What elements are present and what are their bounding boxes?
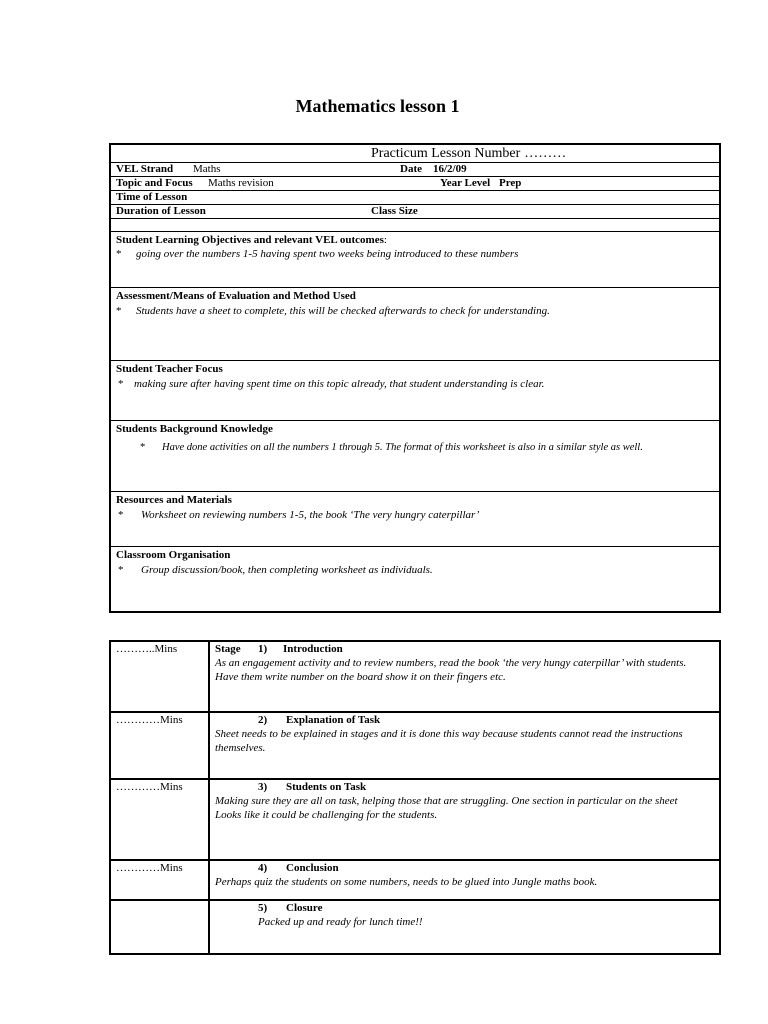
bullet-marker: * <box>116 248 122 260</box>
section-classroom-organisation <box>111 546 719 611</box>
time-of-lesson-row <box>111 190 719 204</box>
duration-row <box>111 204 719 218</box>
stage-text-line: As an engagement activity and to review numbers, read the book ‘the very hungy caterpillar’ with students. <box>215 657 687 669</box>
stage-heading <box>215 642 719 656</box>
section-bullet-line <box>116 563 719 577</box>
lesson-overview-table <box>109 143 721 613</box>
stage-title: Explanation of Task <box>286 714 381 726</box>
section-bullet-line <box>116 304 719 318</box>
bullet-marker: * <box>118 509 124 521</box>
topic-row <box>111 176 719 190</box>
section-heading: Student Teacher Focus <box>116 363 223 375</box>
stage-number: 2) <box>258 714 268 726</box>
section-bullet-text: making sure after having spent time on this topic already, that student understanding is clear. <box>134 378 545 390</box>
practicum-label: Practicum Lesson Number <box>371 146 521 161</box>
stage-text-line: Have them write number on the board show it on their fingers etc. <box>215 671 506 683</box>
vel-strand-label: VEL Strand <box>116 163 174 175</box>
bullet-marker: * <box>116 305 122 317</box>
section-heading-colon: : <box>383 234 387 246</box>
section-bullet-line <box>116 441 719 455</box>
stage-description-cell <box>210 642 719 711</box>
practicum-number-blank: ……… <box>524 146 567 161</box>
stage-number: 3) <box>258 781 268 793</box>
section-heading <box>116 233 719 247</box>
stage-number: 1) <box>258 643 268 655</box>
stage-text-line: Packed up and ready for lunch time!! <box>258 916 423 928</box>
stage-minutes: …………Mins <box>111 713 210 778</box>
stage-heading <box>215 861 719 875</box>
topic-label: Topic and Focus <box>116 177 193 189</box>
section-bullet-text: Group discussion/book, then completing worksheet as individuals. <box>141 564 433 576</box>
stage-row-students-on-task <box>111 780 719 861</box>
section-bullet-text: Students have a sheet to complete, this will be checked afterwards to check for understanding. <box>136 305 550 317</box>
bullet-marker: * <box>140 442 146 453</box>
vel-strand-value: Maths <box>193 163 221 175</box>
section-teacher-focus <box>111 360 719 420</box>
stage-title: Students on Task <box>286 781 367 793</box>
stage-title: Introduction <box>283 643 343 655</box>
duration-label: Duration of Lesson <box>116 205 206 217</box>
stage-text-line: Sheet needs to be explained in stages and it is done this way because students cannot read the instructions <box>215 728 683 740</box>
section-bullet-line <box>116 247 719 261</box>
stage-row-introduction <box>111 642 719 713</box>
section-bullet-text: Have done activities on all the numbers 1 through 5. The format of this worksheet is also in a similar style as well. <box>162 442 643 453</box>
year-level-value: Prep <box>499 177 522 189</box>
stage-heading <box>215 901 719 915</box>
stage-text-line: Perhaps quiz the students on some numbers, needs to be glued into Jungle maths book. <box>215 876 598 888</box>
section-assessment <box>111 287 719 360</box>
stage-text-line: Looks like it could be challenging for the students. <box>215 809 438 821</box>
stage-text-line: themselves. <box>215 742 266 754</box>
section-heading: Students Background Knowledge <box>116 423 273 435</box>
stage-heading <box>215 780 719 794</box>
stage-number: 4) <box>258 862 268 874</box>
class-size-label: Class Size <box>371 205 418 217</box>
stage-minutes: …………Mins <box>111 861 210 899</box>
stage-row-explanation <box>111 713 719 780</box>
stage-label: Stage <box>215 643 241 655</box>
date-label: Date <box>400 163 422 175</box>
section-heading: Assessment/Means of Evaluation and Method Used <box>116 290 356 302</box>
practicum-lesson-number <box>371 145 566 162</box>
section-bullet-text: going over the numbers 1-5 having spent two weeks being introduced to these numbers <box>136 248 519 260</box>
vel-strand-row <box>111 162 719 176</box>
stage-row-conclusion <box>111 861 719 901</box>
lesson-stages-table <box>109 640 721 955</box>
practicum-row <box>111 145 719 162</box>
document-title: Mathematics lesson 1 <box>295 96 460 116</box>
stage-description-cell <box>210 901 719 953</box>
section-background-knowledge <box>111 420 719 491</box>
section-bullet-line <box>116 377 719 391</box>
stage-description-cell <box>210 713 719 778</box>
stage-title: Conclusion <box>286 862 339 874</box>
topic-value: Maths revision <box>208 177 274 189</box>
stage-minutes: …………Mins <box>111 780 210 859</box>
bullet-marker: * <box>118 564 124 576</box>
stage-minutes: ………..Mins <box>111 642 210 711</box>
stage-number: 5) <box>258 902 268 914</box>
date-value: 16/2/09 <box>433 163 467 175</box>
stage-row-closure <box>111 901 719 953</box>
section-heading: Resources and Materials <box>116 494 232 506</box>
stage-description-cell <box>210 861 719 899</box>
stage-text-line: Making sure they are all on task, helping those that are struggling. One section in particular on the sheet <box>215 795 678 807</box>
section-bullet-line <box>116 508 719 522</box>
section-learning-objectives <box>111 231 719 287</box>
time-of-lesson-label: Time of Lesson <box>116 191 188 203</box>
stage-heading <box>215 713 719 727</box>
stage-description-cell <box>210 780 719 859</box>
section-heading: Classroom Organisation <box>116 549 231 561</box>
section-heading-text: Student Learning Objectives and relevant VEL outcomes <box>116 234 384 246</box>
stage-title: Closure <box>286 902 323 914</box>
section-resources <box>111 491 719 546</box>
stage-minutes-empty <box>111 901 210 953</box>
bullet-marker: * <box>118 378 124 390</box>
section-bullet-text: Worksheet on reviewing numbers 1-5, the book ‘The very hungry caterpillar’ <box>141 509 480 521</box>
blank-row <box>111 218 719 231</box>
year-level-label: Year Level <box>440 177 491 189</box>
